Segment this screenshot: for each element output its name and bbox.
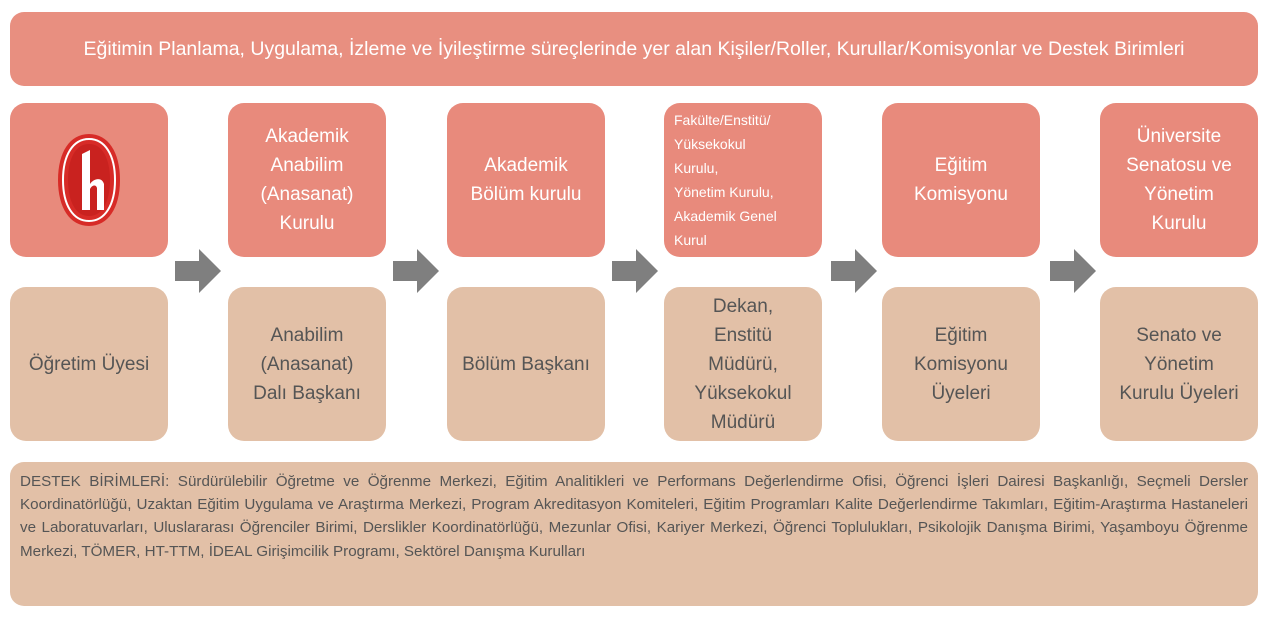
- top-box-fakulte-kurulu: Fakülte/Enstitü/ Yüksekokul Kurulu, Yönetim Kurulu, Akademik Genel Kurul: [664, 103, 822, 257]
- support-units-box: [10, 462, 1258, 606]
- bottom-box-senato-uyeleri: Senato ve Yönetim Kurulu Üyeleri: [1100, 287, 1258, 441]
- bottom-box-bolum-baskani: Bölüm Başkanı: [447, 287, 605, 441]
- bottom-box-anabilim-baskani: Anabilim (Anasanat) Dalı Başkanı: [228, 287, 386, 441]
- right-arrow-icon: [612, 249, 658, 293]
- top-box-bolum-kurulu: Akademik Bölüm kurulu: [447, 103, 605, 257]
- right-arrow-icon: [1050, 249, 1096, 293]
- support-units-text: DESTEK BİRİMLERİ: Sürdürülebilir Öğretme ve Öğrenme Merkezi, Eğitim Analitikleri ve Performans Değerlendirme Ofisi, Öğrenci İşleri Dairesi Başkanlığı, Seçmeli Dersler Koordinatörlüğü, Uzaktan Eğitim Uygulama ve Araştırma Merkezi, Program Akreditasyon Komiteleri, Eğitim Programları Kalite Değerlendirme Takımları, Eğitim-Araştırma Hastaneleri ve Laboratuvarları, Uluslararası Öğrenciler Birimi, Derslikler Koordinatörlüğü, Mezunlar Ofisi, Kariyer Merkezi, Öğrenci Toplulukları, Psikolojik Danışma Birimi, Yaşamboyu Öğrenme Merkezi, TÖMER, HT-TTM, İDEAL Girişimcilik Programı, Sektörel Danışma Kurulları: [20, 473, 1248, 560]
- bottom-box-dekan: Dekan, Enstitü Müdürü, Yüksekokul Müdürü: [664, 287, 822, 441]
- bottom-box-ogretim-uyesi: Öğretim Üyesi: [10, 287, 168, 441]
- bottom-box-komisyon-uyeleri: Eğitim Komisyonu Üyeleri: [882, 287, 1040, 441]
- top-box-university-logo: [10, 103, 168, 257]
- top-box-anabilim-kurulu: Akademik Anabilim (Anasanat) Kurulu: [228, 103, 386, 257]
- top-box-egitim-komisyonu: Eğitim Komisyonu: [882, 103, 1040, 257]
- diagram-title: [10, 12, 1258, 86]
- diagram-title-text: Eğitimin Planlama, Uygulama, İzleme ve İyileştirme süreçlerinde yer alan Kişiler/Roller, Kurullar/Komisyonlar ve Destek Birimleri: [83, 37, 1185, 60]
- right-arrow-icon: [393, 249, 439, 293]
- hacettepe-logo-icon: [56, 132, 122, 228]
- right-arrow-icon: [175, 249, 221, 293]
- right-arrow-icon: [831, 249, 877, 293]
- top-box-senato: Üniversite Senatosu ve Yönetim Kurulu: [1100, 103, 1258, 257]
